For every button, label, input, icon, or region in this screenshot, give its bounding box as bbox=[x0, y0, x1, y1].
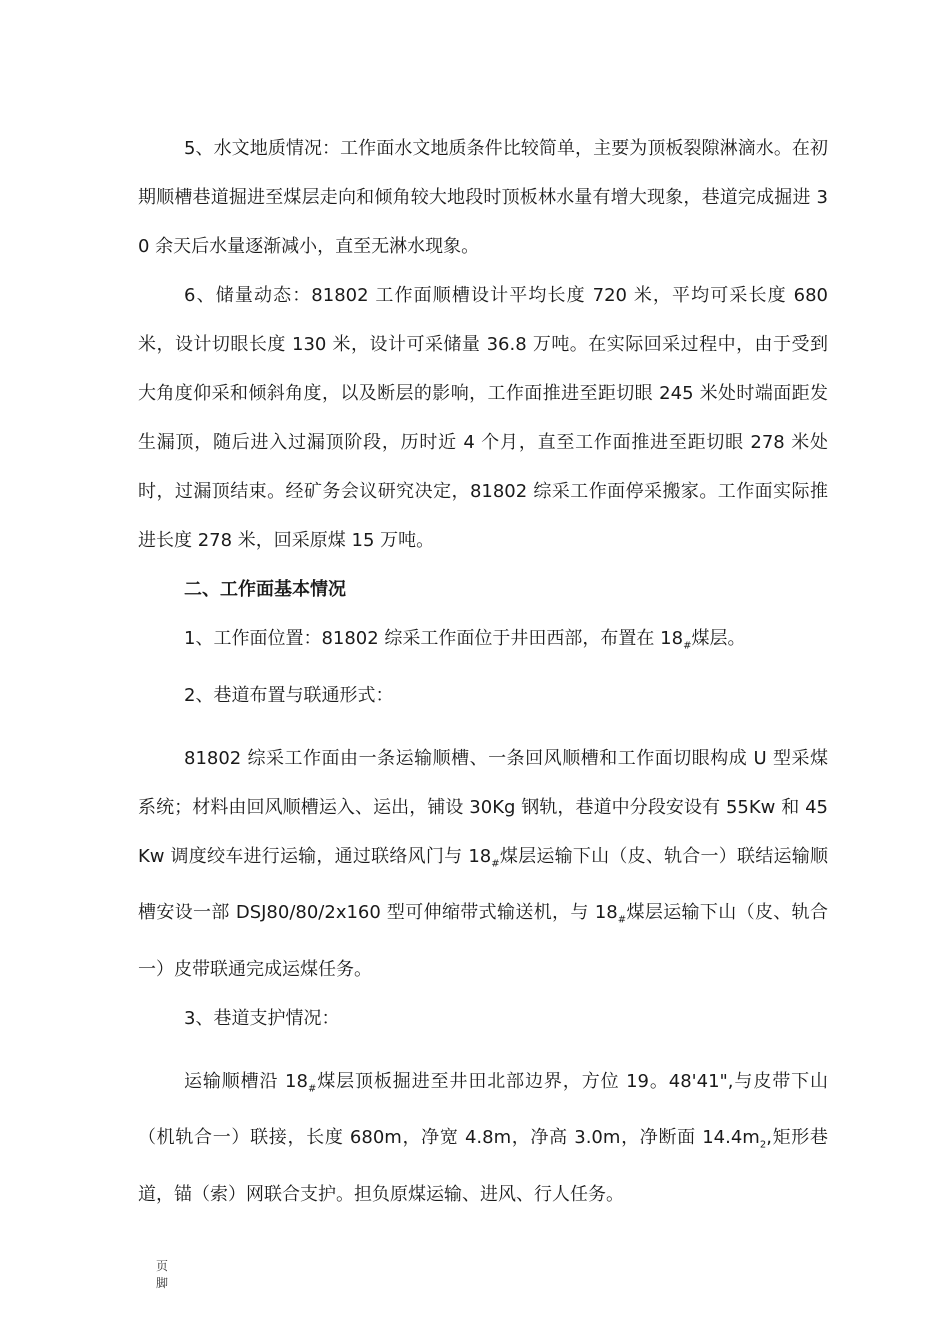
transport-text-a: 运输顺槽沿 18 bbox=[184, 1070, 308, 1092]
paragraph-location bbox=[138, 614, 828, 671]
paragraph-reserves: 6、储量动态：81802 工作面顺槽设计平均长度 720 米，平均可采长度 680 米，设计切眼长度 130 米，设计可采储量 36.8 万吨。在实际回采过程中，由于受到大角度仰采和倾斜角度，以及断层的影响，工作面推进至距切眼 245 米处时端面距发生漏顶，随后进入过漏顶阶段，历时近 4 个月，直至工作面推进至距切眼 278 米处时，过漏顶结束。经矿务会议研究决定，81802 综采工作面停采搬家。工作面实际推进长度 278 米，回采原煤 15 万吨。 bbox=[138, 285, 828, 551]
location-text-end: 煤层。 bbox=[691, 628, 746, 649]
paragraph-support: 3、巷道支护情况： bbox=[184, 1007, 340, 1029]
paragraph-roadway-layout: 2、巷道布置与联通形式： bbox=[184, 684, 394, 706]
location-text: 1、工作面位置：81802 综采工作面位于井田西部，布置在 18 bbox=[184, 628, 684, 649]
section-heading-basic-info: 二、工作面基本情况 bbox=[184, 579, 346, 600]
footer-line-2: 脚 bbox=[156, 1276, 169, 1290]
footer-line-1: 页 bbox=[156, 1259, 169, 1273]
area-subscript: 2 bbox=[759, 1139, 767, 1151]
document-body bbox=[138, 124, 828, 1219]
paragraph-hydrogeology: 5、水文地质情况：工作面水文地质条件比较简单，主要为顶板裂隙淋滴水。在初期顺槽巷道掘进至煤层走向和倾角较大地段时顶板林水量有增大现象，巷道完成掘进 30 余天后水量逐渐减小，直至无淋水现象。 bbox=[138, 138, 828, 257]
transport-text-c: ,矩形巷道，锚（索）网联合支护。担负原煤运输、进风、行人任务。 bbox=[138, 1127, 828, 1205]
seam-mark: # bbox=[491, 858, 500, 870]
paragraph-transport-roadway bbox=[138, 1057, 828, 1219]
seam-mark: # bbox=[683, 640, 692, 652]
seam-mark: # bbox=[307, 1083, 317, 1095]
paragraph-system-description bbox=[138, 734, 828, 994]
system-text-c: 煤层运输下山（皮、轨合一）皮带联通完成运煤任务。 bbox=[138, 902, 829, 980]
page-footer bbox=[156, 1258, 176, 1292]
seam-mark: # bbox=[617, 914, 627, 926]
transport-text-b: 煤层顶板掘进至井田北部边界，方位 19。48'41",与皮带下山（机轨合一）联接，长度 680m，净宽 4.8m，净高 3.0m，净断面 14.4m bbox=[138, 1070, 828, 1149]
system-text-a: 81802 综采工作面由一条运输顺槽、一条回风顺槽和工作面切眼构成 U 型采煤系统；材料由回风顺槽运入、运出，铺设 30Kg 钢轨，巷道中分段安设有 55Kw 和 45Kw 调度绞车进行运输，通过联络风门与 18 bbox=[138, 747, 828, 867]
system-text-b: 煤层运输下山（皮、轨合一）联结运输顺槽安设一部 DSJ80/80/2x160 型可伸缩带式输送机，与 18 bbox=[138, 845, 829, 924]
